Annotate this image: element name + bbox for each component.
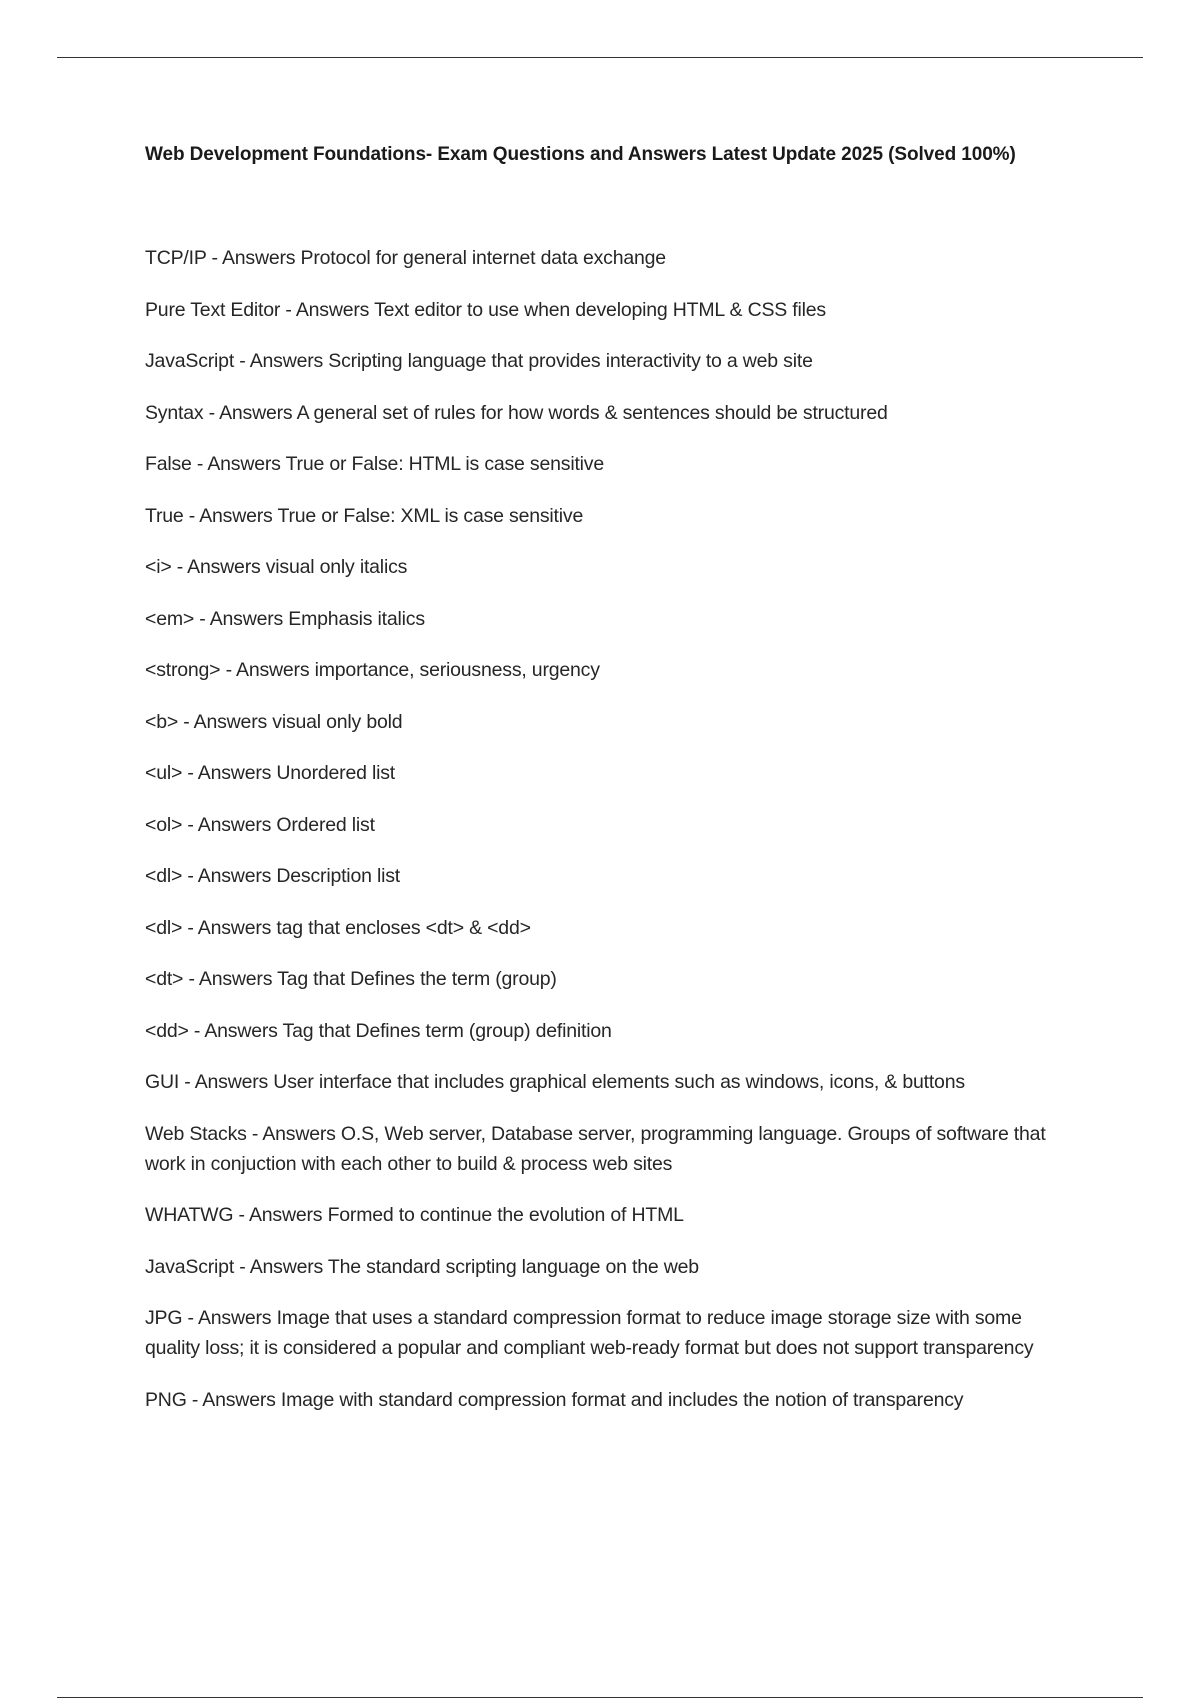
qa-entry-ul-tag: <ul> - Answers Unordered list — [145, 762, 395, 784]
qa-entry-b-tag: <b> - Answers visual only bold — [145, 710, 403, 733]
qa-entry-jpg: JPG - Answers Image that uses a standard compression format to reduce image storage size with some quality loss; it is considered a popular and compliant web-ready format but does not support transparency — [145, 1307, 1034, 1359]
footer-rule — [57, 1697, 1143, 1698]
qa-entry-dd-tag: <dd> - Answers Tag that Defines term (group) definition — [145, 1019, 612, 1042]
qa-entry-png: PNG - Answers Image with standard compression format and includes the notion of transparency — [145, 1388, 964, 1411]
qa-entry-dt-tag: <dt> - Answers Tag that Defines the term (group) — [145, 968, 557, 990]
qa-entry-javascript: JavaScript - Answers Scripting language that provides interactivity to a web site — [145, 350, 813, 372]
qa-entry-web-stacks: Web Stacks - Answers O.S, Web server, Database server, programming language. Groups of software that work in conjuction with each other to build & process web sites — [145, 1122, 1051, 1175]
qa-entry-whatwg: WHATWG - Answers Formed to continue the evolution of HTML — [145, 1204, 684, 1226]
qa-entry-html-case: False - Answers True or False: HTML is case sensitive — [145, 453, 604, 475]
qa-entry-em-tag: <em> - Answers Emphasis italics — [145, 607, 425, 630]
header-rule — [57, 57, 1143, 58]
qa-entry-pure-text-editor: Pure Text Editor - Answers Text editor to use when developing HTML & CSS files — [145, 298, 826, 321]
qa-entry-tcp-ip: TCP/IP - Answers Protocol for general internet data exchange — [145, 247, 666, 269]
qa-entry-javascript-standard: JavaScript - Answers The standard scripting language on the web — [145, 1255, 699, 1278]
qa-entry-i-tag: <i> - Answers visual only italics — [145, 556, 408, 578]
qa-entry-xml-case: True - Answers True or False: XML is case sensitive — [145, 504, 584, 527]
document-body — [145, 143, 1080, 1436]
qa-entry-syntax: Syntax - Answers A general set of rules for how words & sentences should be structured — [145, 401, 888, 424]
qa-entry-dl-tag: <dl> - Answers Description list — [145, 865, 400, 887]
document-title: Web Development Foundations- Exam Questions and Answers Latest Update 2025 (Solved 100%) — [145, 144, 1016, 165]
qa-entry-dl-encloses: <dl> - Answers tag that encloses <dt> & <dd> — [145, 916, 531, 939]
qa-entry-gui: GUI - Answers User interface that includes graphical elements such as windows, icons, & buttons — [145, 1071, 965, 1093]
qa-entry-ol-tag: <ol> - Answers Ordered list — [145, 813, 375, 836]
qa-entry-strong-tag: <strong> - Answers importance, seriousness, urgency — [145, 659, 600, 681]
